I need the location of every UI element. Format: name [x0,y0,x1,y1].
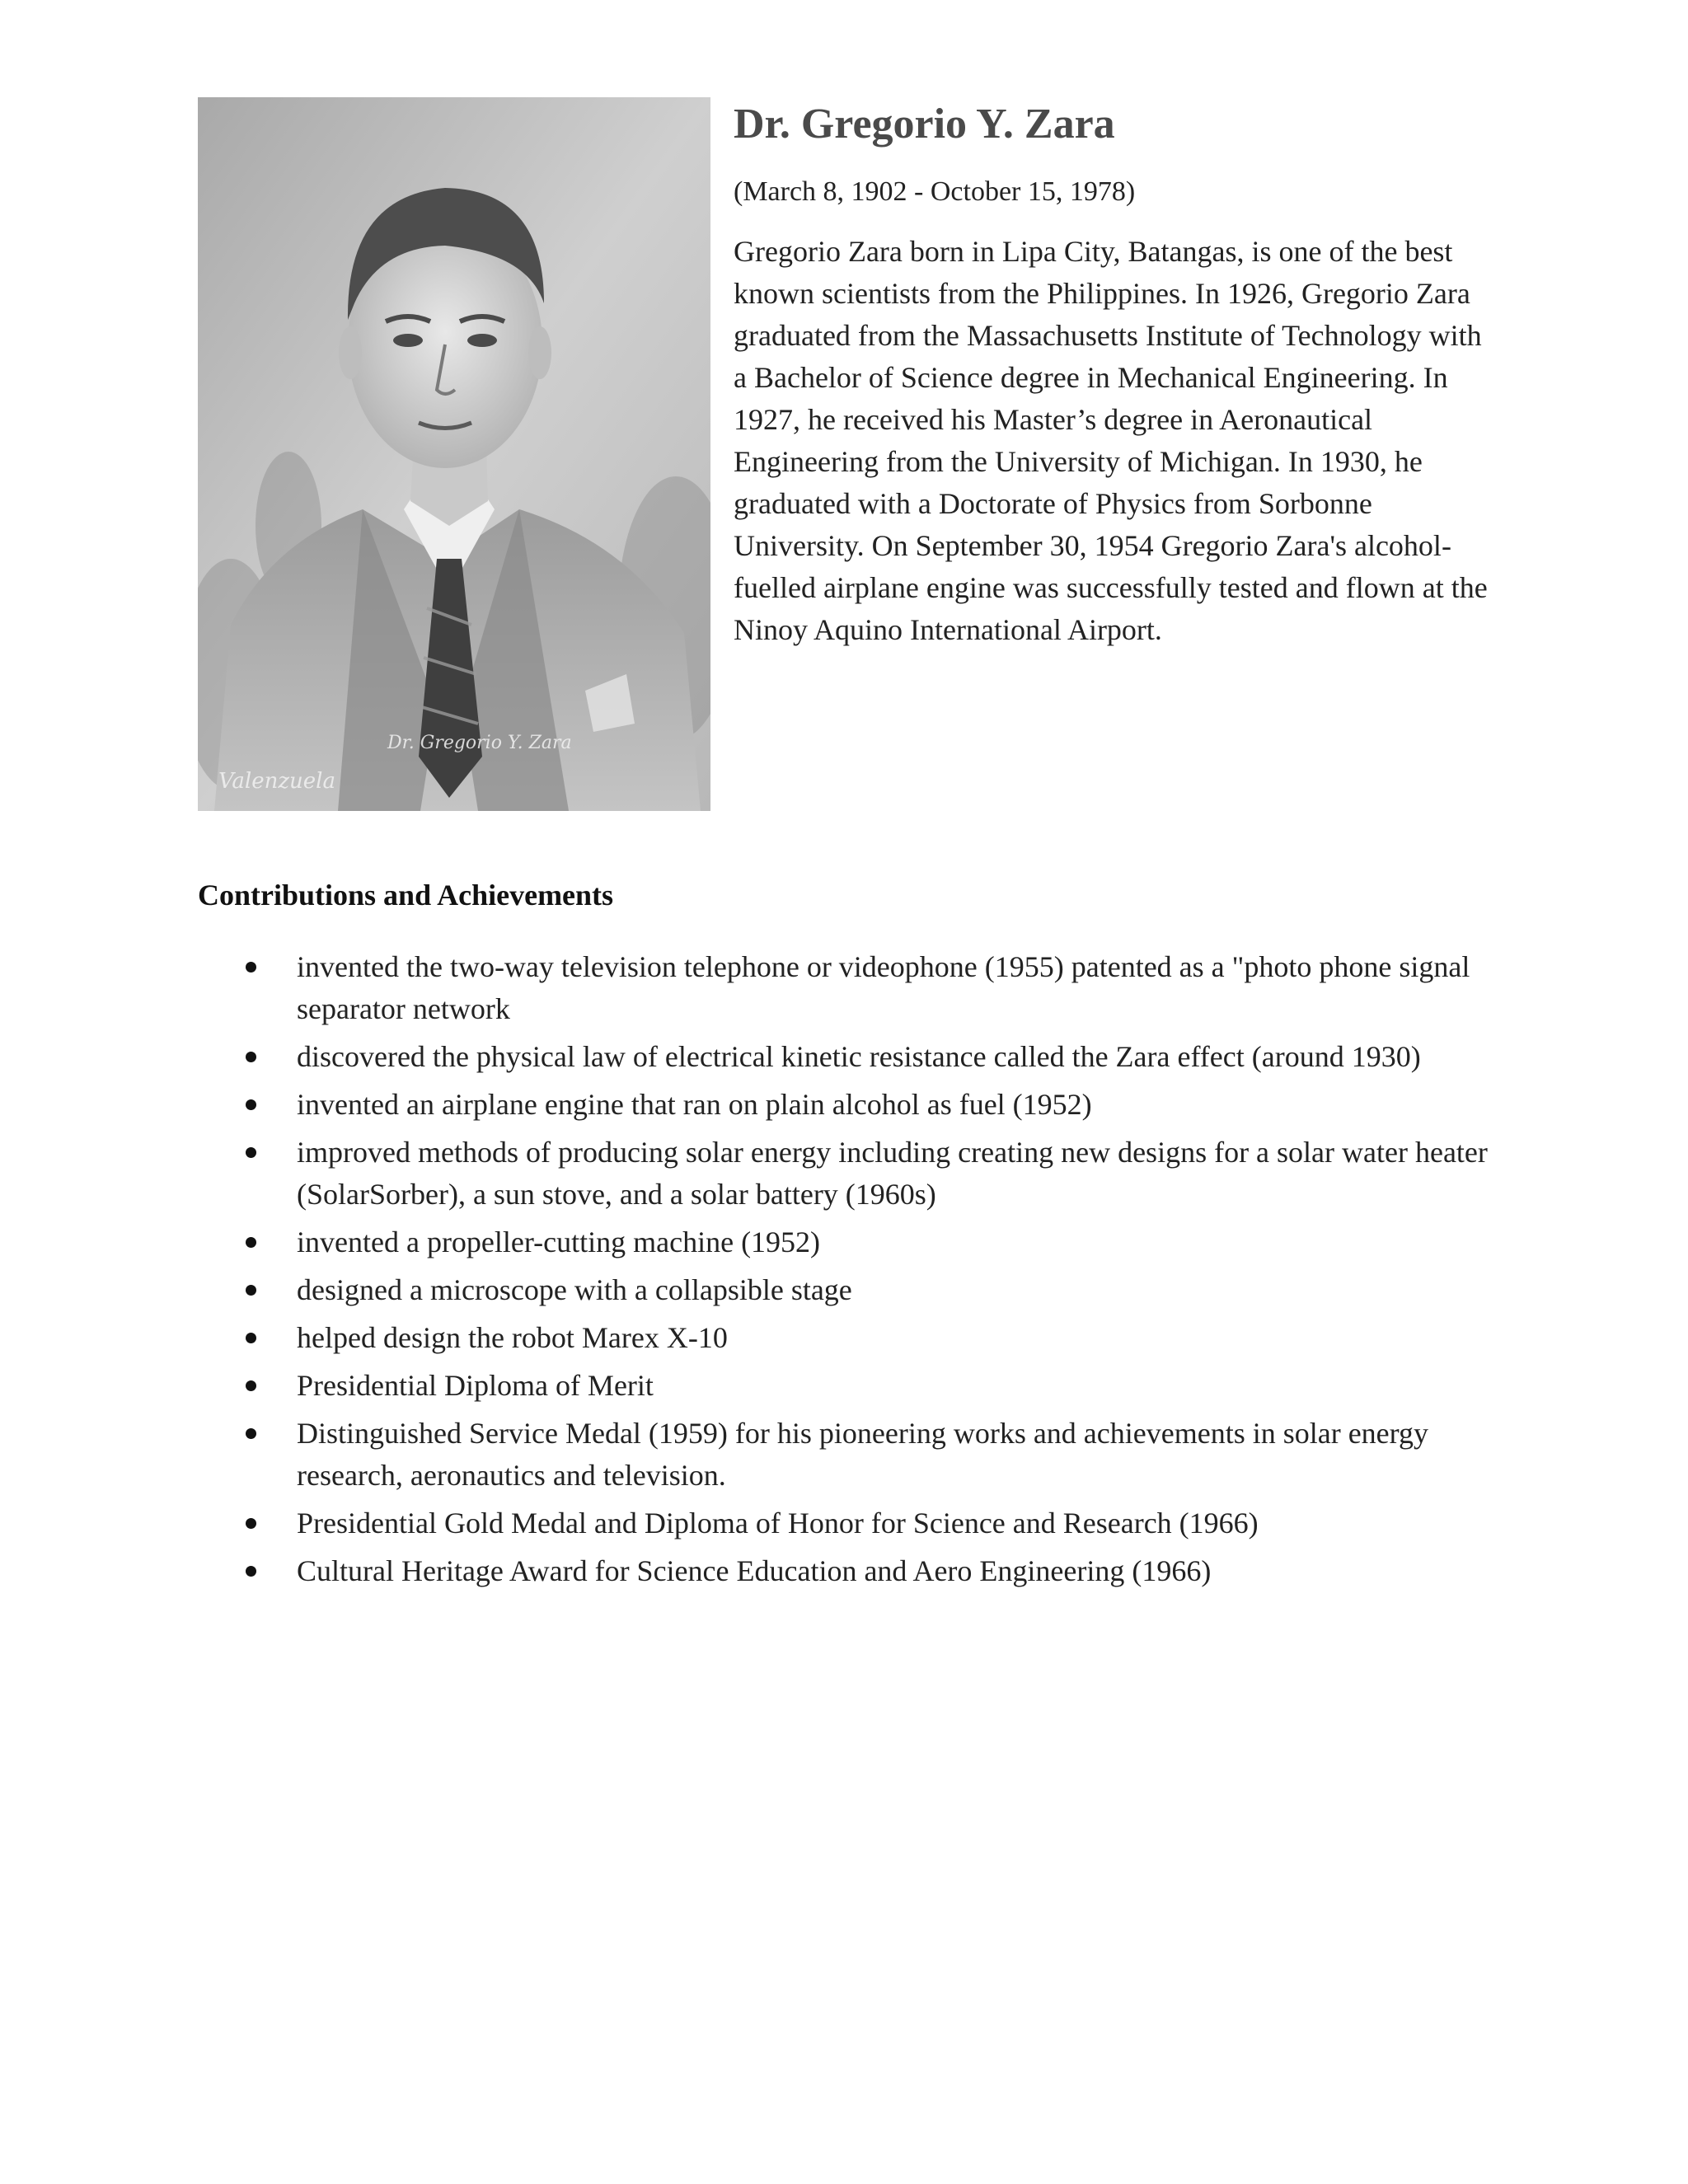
list-item [198,1084,1500,1126]
bullet-icon [246,962,256,972]
photo-signature: Dr. Gregorio Y. Zara [387,733,572,753]
list-item [198,1550,1500,1592]
list-item [198,1317,1500,1359]
list-item [198,1132,1500,1216]
list-item [198,1221,1500,1263]
list-item-text: discovered the physical law of electrical kinetic resistance called the Zara effect (around 1930) [297,1040,1421,1073]
bullet-icon [246,1518,256,1529]
bullet-icon [246,1147,256,1158]
bullet-icon [246,1237,256,1248]
list-item-text: invented an airplane engine that ran on plain alcohol as fuel (1952) [297,1088,1092,1121]
list-item-text: designed a microscope with a collapsible stage [297,1273,852,1306]
portrait-photo [198,97,710,811]
list-item-text: improved methods of producing solar energy including creating new designs for a solar water heater (SolarSorber), a sun stove, and a solar battery (1960s) [297,1136,1488,1211]
bullet-icon [246,1566,256,1577]
list-item-text: invented the two-way television telephone or videophone (1955) patented as a "photo phone signal separator network [297,950,1470,1025]
bullet-icon [246,1428,256,1439]
list-item-text: Cultural Heritage Award for Science Education and Aero Engineering (1966) [297,1554,1212,1587]
bullet-icon [246,1052,256,1062]
list-item [198,1036,1500,1078]
list-item [198,1365,1500,1407]
list-item-text: invented a propeller-cutting machine (1952) [297,1226,821,1258]
page-title: Dr. Gregorio Y. Zara [734,101,1115,148]
life-dates: (March 8, 1902 - October 15, 1978) [734,176,1136,207]
section-title-contributions: Contributions and Achievements [198,879,614,912]
list-item-text: Presidential Gold Medal and Diploma of Honor for Science and Research (1966) [297,1507,1259,1540]
bullet-icon [246,1099,256,1110]
list-item-text: Presidential Diploma of Merit [297,1369,654,1402]
list-item-text: Distinguished Service Medal (1959) for his pioneering works and achievements in solar energy research, aeronautics and television. [297,1417,1428,1492]
list-item [198,946,1500,1030]
list-item-text: helped design the robot Marex X-10 [297,1321,728,1354]
bullet-icon [246,1380,256,1391]
list-item [198,1502,1500,1544]
list-item [198,1413,1500,1497]
list-item [198,1269,1500,1311]
biography-paragraph: Gregorio Zara born in Lipa City, Batangas, is one of the best known scientists from the Philippines. In 1926, Gregorio Zara graduated from the Massachusetts Institute of Technology with a Bachelor of Science degree in Mechanical Engineering. In 1927, he received his Master’s degree in Aeronautical Engineering from the University of Michigan. In 1930, he graduated with a Doctorate of Physics from Sorbonne University. On September 30, 1954 Gregorio Zara's alcohol-fuelled airplane engine was successfully tested and flown at the Ninoy Aquino International Airport. [734,235,1488,646]
achievements-list [198,946,1500,1598]
profile-header [734,96,1500,651]
photographer-mark: Valenzuela [218,769,335,794]
bullet-icon [246,1333,256,1343]
bullet-icon [246,1285,256,1296]
portrait-illustration [198,97,710,811]
